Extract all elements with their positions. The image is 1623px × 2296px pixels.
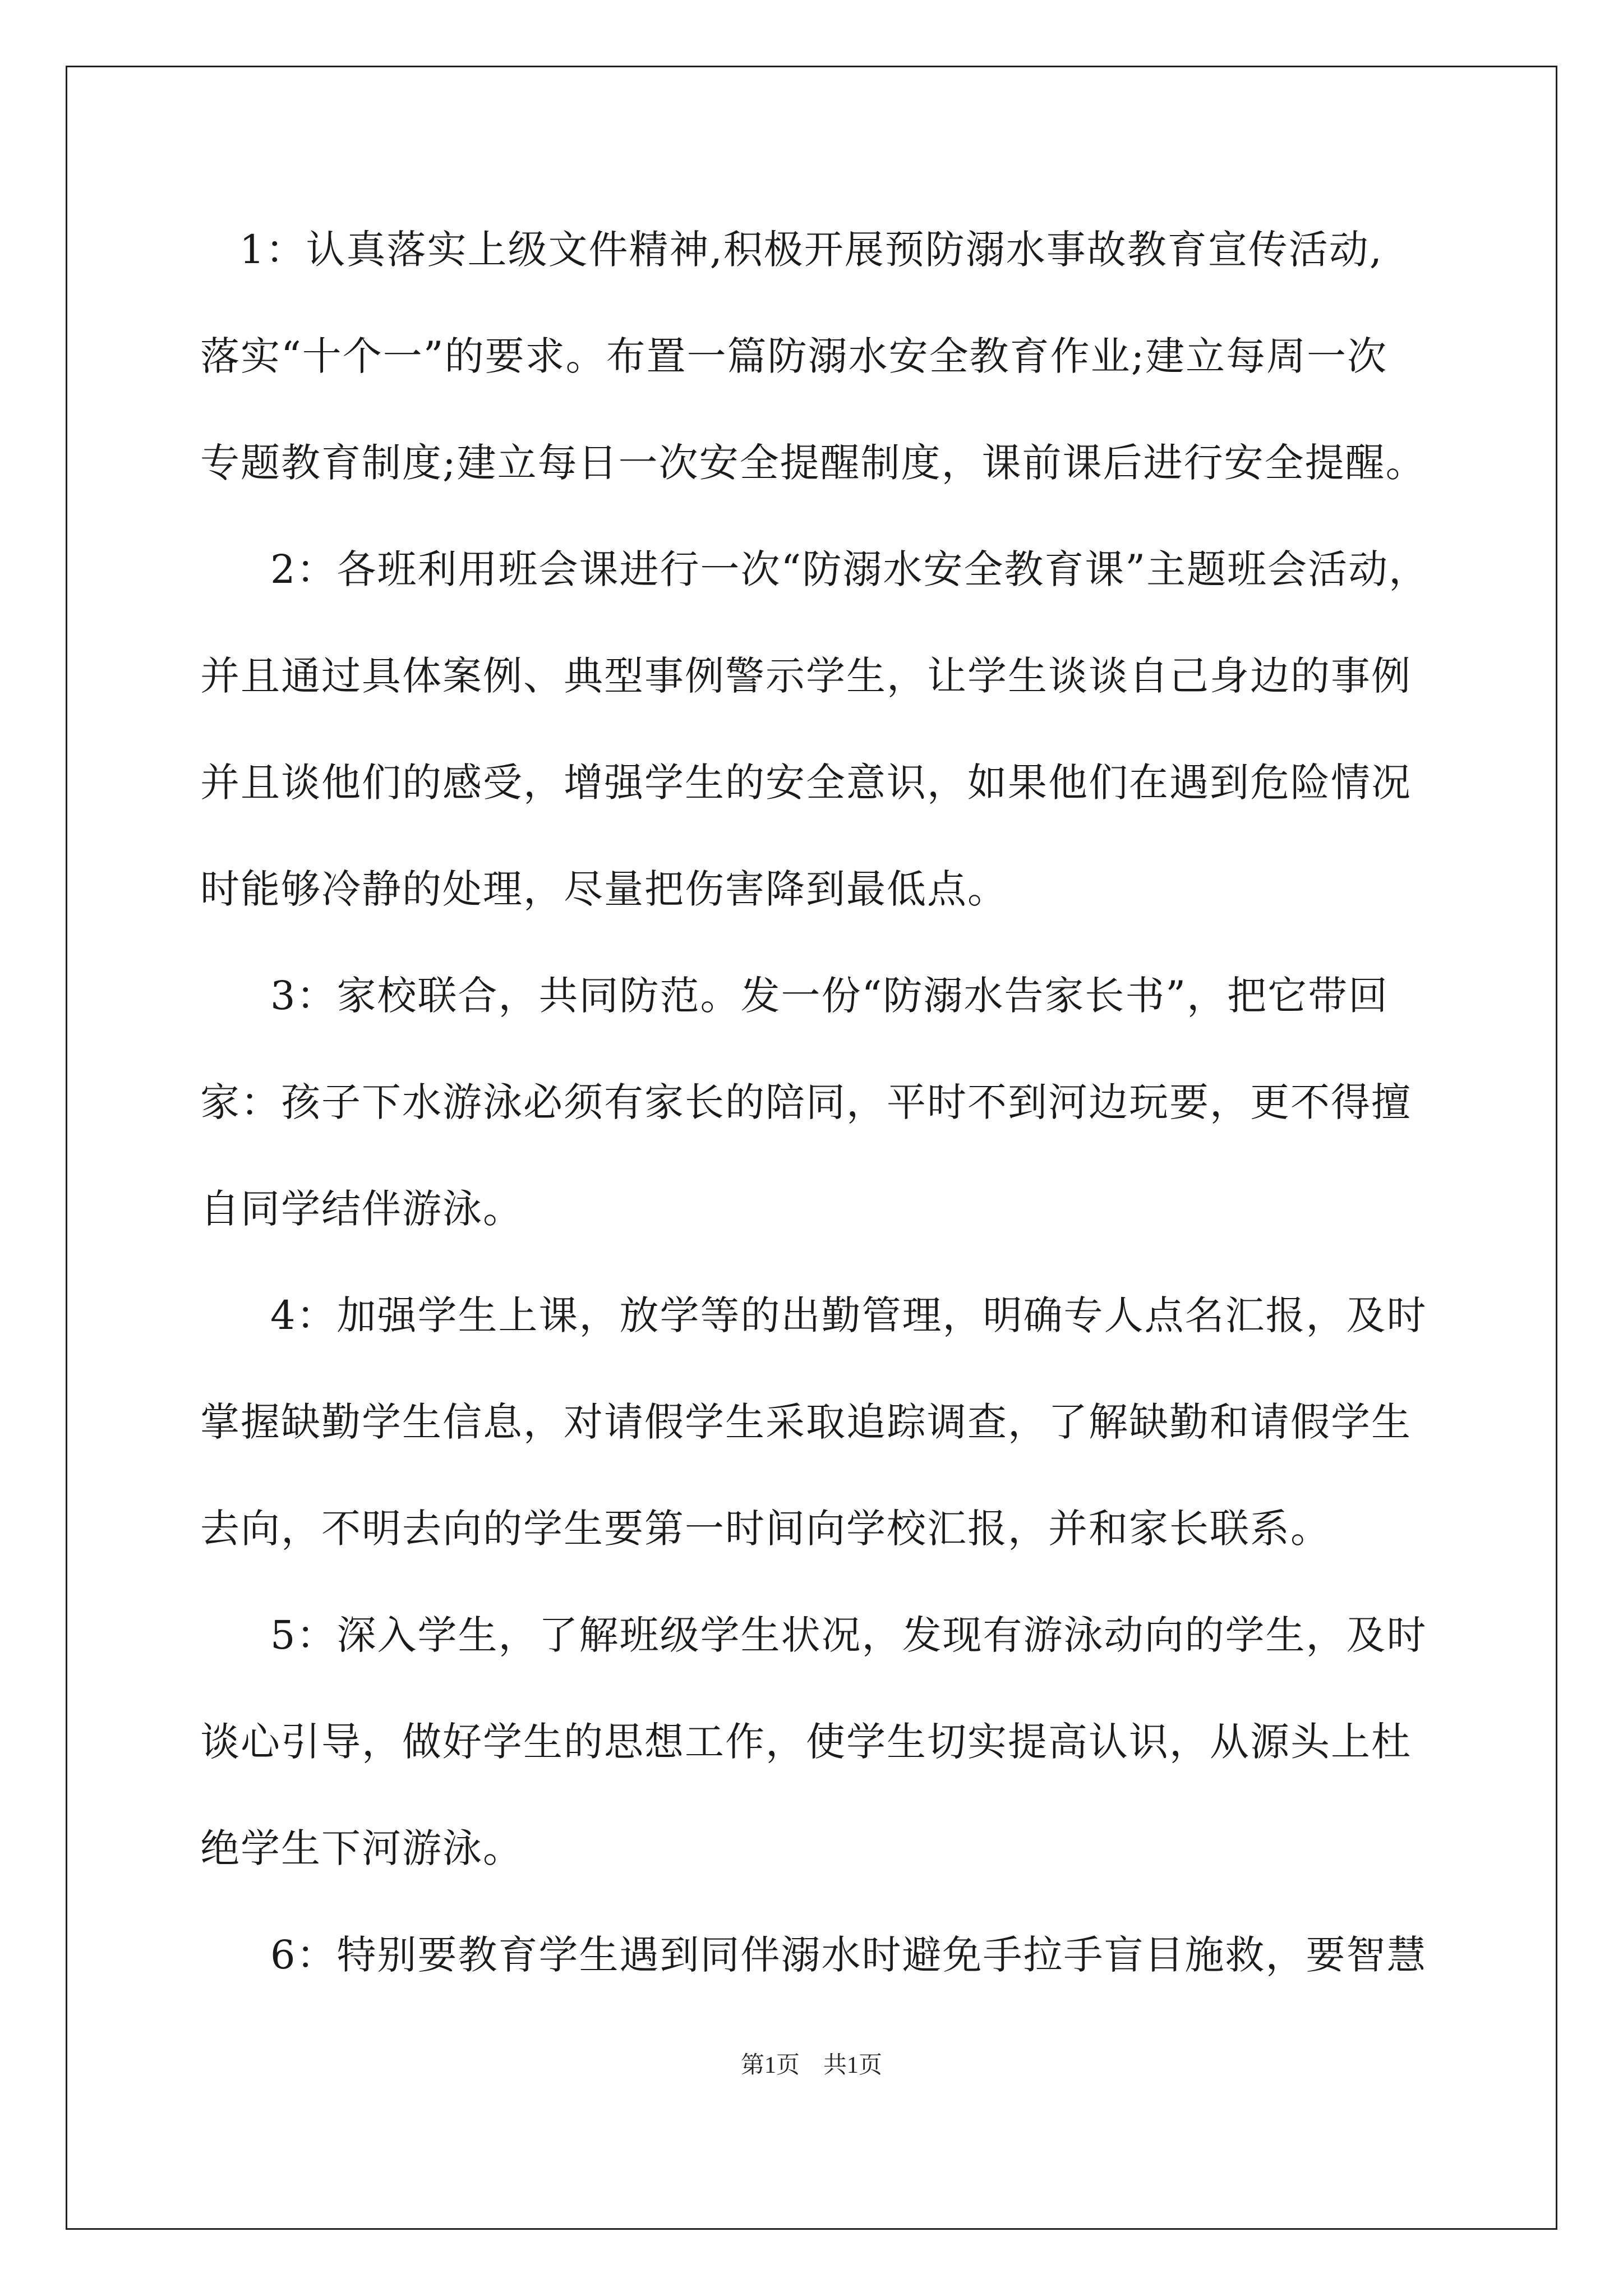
- paragraph-5-line-1: 5：深入学生，了解班级学生状况，发现有游泳动向的学生，及时: [270, 1612, 1427, 1658]
- paragraph-1-line-2: 落实“十个一”的要求。布置一篇防溺水安全教育作业;建立每周一次: [200, 333, 1388, 379]
- paragraph-2-line-4: 时能够冷静的处理，尽量把伤害降到最低点。: [200, 866, 1008, 912]
- paragraph-3-line-3: 自同学结伴游泳。: [200, 1186, 523, 1232]
- paragraph-5-line-3: 绝学生下河游泳。: [200, 1825, 523, 1871]
- page-border: [66, 66, 1557, 2230]
- paragraph-1-line-3: 专题教育制度;建立每日一次安全提醒制度，课前课后进行安全提醒。: [200, 440, 1426, 486]
- paragraph-3-line-1: 3：家校联合，共同防范。发一份“防溺水告家长书”，把它带回: [270, 973, 1389, 1019]
- paragraph-4-line-1: 4：加强学生上课，放学等的出勤管理，明确专人点名汇报，及时: [270, 1292, 1427, 1338]
- paragraph-6-line-1: 6：特别要教育学生遇到同伴溺水时避免手拉手盲目施救，要智慧: [270, 1932, 1427, 1978]
- paragraph-1-line-1: 1：认真落实上级文件精神,积极开展预防溺水事故教育宣传活动,: [239, 227, 1384, 273]
- page-number-footer: 第1页 共1页: [740, 2053, 882, 2078]
- paragraph-2-line-2: 并且通过具体案例、典型事例警示学生，让学生谈谈自己身边的事例: [200, 653, 1412, 699]
- paragraph-5-line-2: 谈心引导，做好学生的思想工作，使学生切实提高认识，从源头上杜: [200, 1719, 1412, 1765]
- paragraph-4-line-3: 去向，不明去向的学生要第一时间向学校汇报，并和家长联系。: [200, 1506, 1331, 1552]
- paragraph-3-line-2: 家：孩子下水游泳必须有家长的陪同，平时不到河边玩要，更不得擅: [200, 1079, 1412, 1125]
- paragraph-2-line-3: 并且谈他们的感受，增强学生的安全意识，如果他们在遇到危险情况: [200, 760, 1412, 806]
- paragraph-4-line-2: 掌握缺勤学生信息，对请假学生采取追踪调查，了解缺勤和请假学生: [200, 1399, 1412, 1445]
- paragraph-2-line-1: 2：各班利用班会课进行一次“防溺水安全教育课”主题班会活动，: [270, 546, 1430, 592]
